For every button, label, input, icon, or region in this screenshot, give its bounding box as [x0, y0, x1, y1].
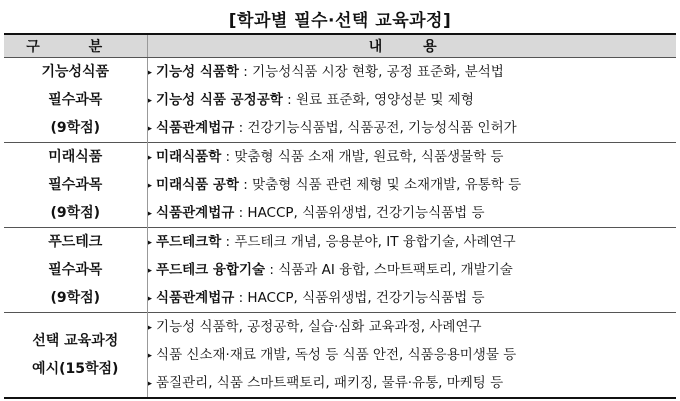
course-description: : 건강기능식품법, 식품공전, 기능성식품 인허가: [234, 120, 517, 136]
category-line: 선택 교육과정: [32, 333, 119, 349]
bullet-triangle-icon: ▸: [147, 238, 153, 248]
course-name: 기능성 식품 공정공학: [156, 92, 283, 108]
table-row: [4, 228, 676, 313]
category-cell: [4, 58, 147, 143]
category-line: (9학점): [50, 205, 101, 221]
category-line: (9학점): [50, 120, 101, 136]
course-description: : 기능성식품 시장 현황, 공정 표준화, 분석법: [238, 64, 504, 80]
course-description: : 맞춤형 식품 소재 개발, 원료학, 식품생물학 등: [221, 149, 504, 165]
bullet-triangle-icon: ▸: [147, 209, 153, 219]
list-item: [148, 256, 677, 284]
course-description: : HACCP, 식품위생법, 건강기능식품법 등: [234, 290, 485, 306]
course-description: 식품 신소재·재료 개발, 독성 등 식품 안전, 식품응용미생물 등: [156, 347, 517, 363]
category-line: 필수과목: [48, 177, 103, 193]
header-category: 구 분: [4, 34, 147, 58]
bullet-triangle-icon: ▸: [147, 181, 153, 191]
curriculum-table: [4, 33, 676, 399]
course-description: : HACCP, 식품위생법, 건강기능식품법 등: [234, 205, 485, 221]
list-item: [148, 114, 677, 142]
content-cell: [147, 58, 676, 143]
category-cell: [4, 313, 147, 399]
bullet-triangle-icon: ▸: [147, 294, 153, 304]
bullet-triangle-icon: ▸: [147, 96, 153, 106]
table-row: [4, 143, 676, 228]
bullet-triangle-icon: ▸: [147, 351, 153, 361]
course-name: 기능성 식품학: [156, 64, 239, 80]
category-line: 푸드테크: [48, 234, 103, 250]
list-item: [148, 171, 677, 199]
course-description: : 맞춤형 식품 관련 제형 및 소재개발, 유통학 등: [238, 177, 522, 193]
course-name: 푸드테크학: [156, 234, 222, 250]
bullet-triangle-icon: ▸: [147, 323, 153, 333]
content-cell: [147, 313, 676, 399]
content-cell: [147, 228, 676, 313]
category-line: 필수과목: [48, 92, 103, 108]
category-line: 미래식품: [48, 149, 103, 165]
table-row: [4, 313, 676, 399]
list-item: [148, 86, 677, 114]
list-item: [148, 369, 677, 397]
course-description: : 푸드테크 개념, 응용분야, IT 융합기술, 사례연구: [221, 234, 516, 250]
list-item: [148, 58, 677, 86]
course-name: 미래식품학: [156, 149, 222, 165]
table-row: [4, 58, 676, 143]
course-description: : 식품과 AI 융합, 스마트팩토리, 개발기술: [265, 262, 513, 278]
bullet-triangle-icon: ▸: [147, 379, 153, 389]
table-body: [4, 58, 676, 399]
category-cell: [4, 228, 147, 313]
course-name: 식품관계법규: [156, 120, 235, 136]
category-line: (9학점): [50, 290, 101, 306]
table-title: [학과별 필수·선택 교육과정]: [228, 11, 452, 31]
course-name: 식품관계법규: [156, 205, 235, 221]
header-content: 내 용: [147, 34, 676, 58]
course-description: 품질관리, 식품 스마트팩토리, 패키징, 물류·유통, 마케팅 등: [156, 375, 504, 391]
category-line: 필수과목: [48, 262, 103, 278]
bullet-triangle-icon: ▸: [147, 68, 153, 78]
category-line: 예시(15학점): [32, 361, 119, 377]
course-name: 푸드테크 융합기술: [156, 262, 266, 278]
course-description: 기능성 식품학, 공정공학, 실습·심화 교육과정, 사례연구: [156, 319, 482, 335]
list-item: [148, 228, 677, 256]
header-row: [4, 34, 676, 58]
bullet-triangle-icon: ▸: [147, 153, 153, 163]
bullet-triangle-icon: ▸: [147, 124, 153, 134]
course-description: : 원료 표준화, 영양성분 및 제형: [282, 92, 474, 108]
content-cell: [147, 143, 676, 228]
bullet-triangle-icon: ▸: [147, 266, 153, 276]
course-name: 식품관계법규: [156, 290, 235, 306]
list-item: [148, 341, 677, 369]
list-item: [148, 143, 677, 171]
category-line: 기능성식품: [41, 64, 110, 80]
category-cell: [4, 143, 147, 228]
list-item: [148, 284, 677, 312]
list-item: [148, 199, 677, 227]
course-name: 미래식품 공학: [156, 177, 239, 193]
list-item: [148, 313, 677, 341]
